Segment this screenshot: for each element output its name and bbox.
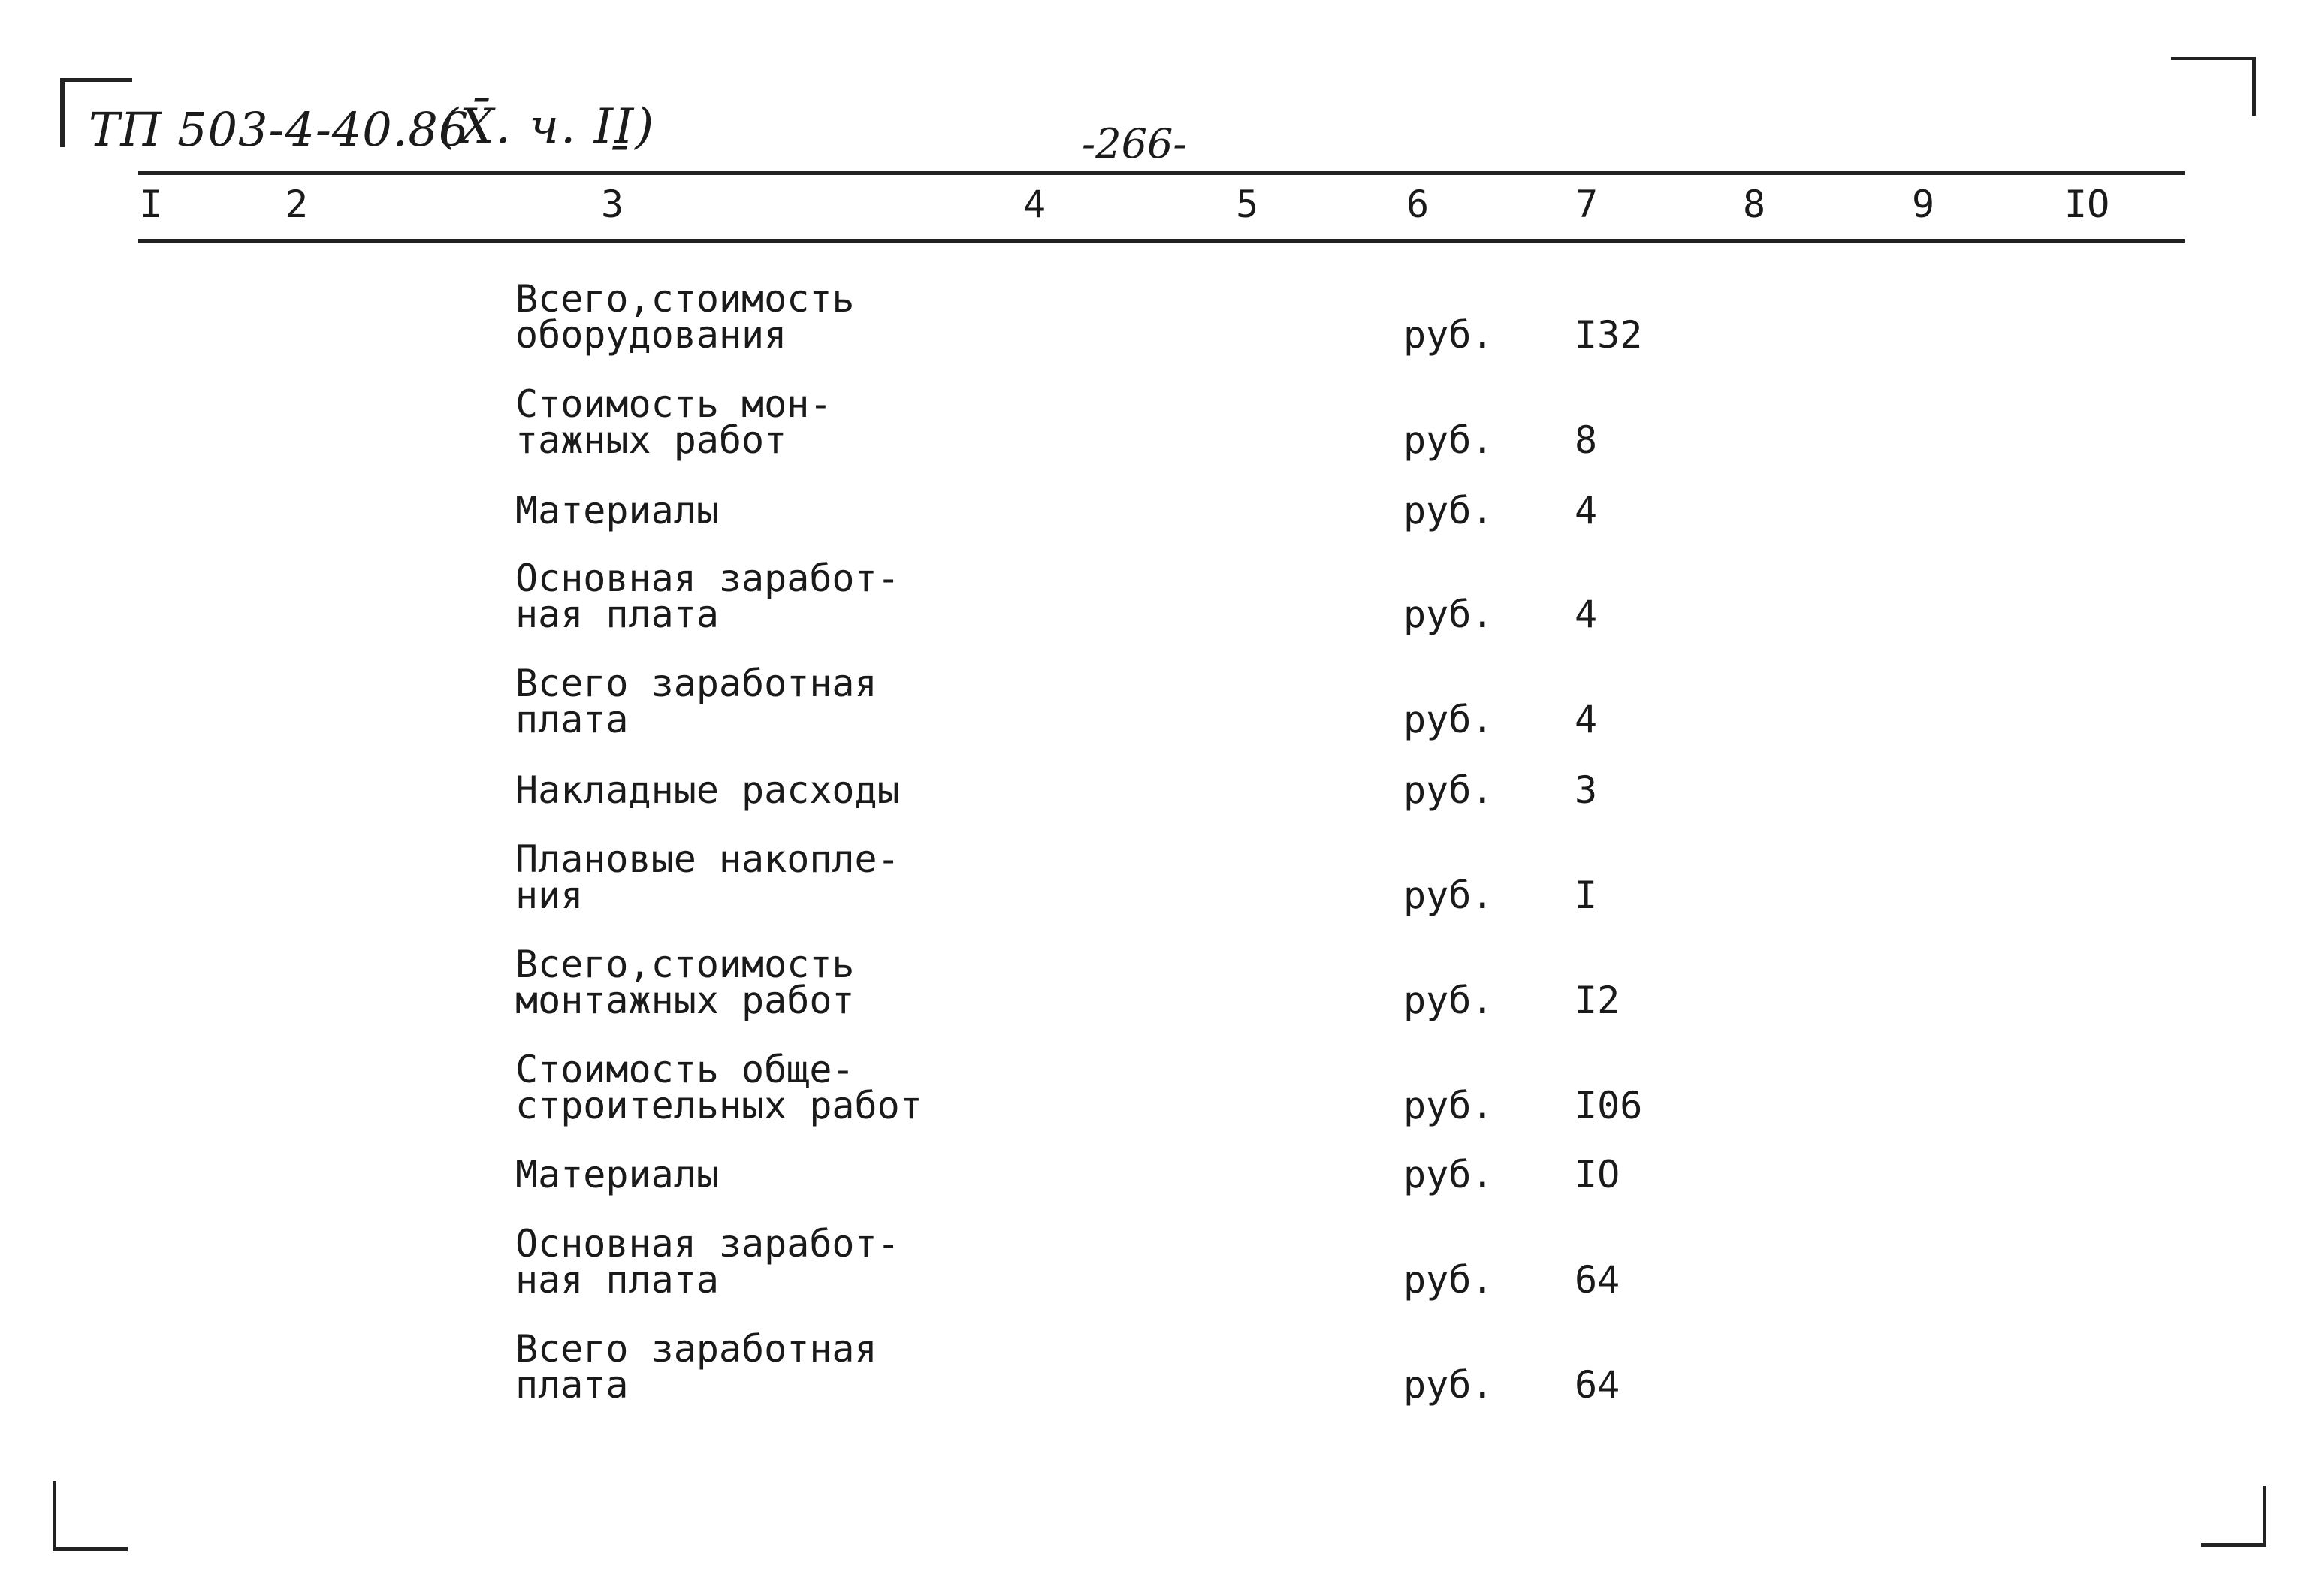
page-number: -266-: [1082, 120, 1187, 167]
item-name: Материалы: [515, 489, 719, 533]
item-quantity: IO: [1575, 1153, 1620, 1196]
column-number: 7: [1575, 183, 1599, 226]
item-unit: руб.: [1403, 489, 1494, 533]
item-unit: руб.: [1403, 1258, 1494, 1302]
item-unit: руб.: [1403, 1084, 1494, 1127]
item-name: Стоимость обще- строительных работ: [515, 1048, 922, 1127]
corner-mark-top-right-horizontal: [2171, 57, 2255, 60]
item-name: Материалы: [515, 1153, 719, 1196]
item-quantity: 4: [1575, 489, 1598, 533]
item-name: Всего,стоимость монтажных работ: [515, 943, 855, 1022]
document-code: ТП 503-4-40.86: [89, 102, 470, 157]
item-unit: руб.: [1403, 418, 1494, 462]
corner-mark-top-left-vertical: [60, 78, 65, 147]
column-number: 4: [1023, 183, 1046, 226]
table-top-rule: [138, 171, 2185, 175]
item-unit: руб.: [1403, 979, 1494, 1022]
item-name: Плановые накопле- ния: [515, 837, 900, 917]
item-unit: руб.: [1403, 1153, 1494, 1196]
item-unit: руб.: [1403, 313, 1494, 357]
column-number: 2: [285, 183, 309, 226]
item-quantity: I32: [1575, 313, 1643, 357]
item-quantity: I: [1575, 873, 1598, 917]
column-number: I: [140, 183, 163, 226]
item-name: Стоимость мон- тажных работ: [515, 382, 832, 462]
table-header-rule: [138, 239, 2185, 243]
item-unit: руб.: [1403, 1363, 1494, 1407]
corner-mark-bottom-right-vertical: [2263, 1486, 2266, 1547]
column-number: 9: [1912, 183, 1935, 226]
column-number: 3: [601, 183, 624, 226]
corner-mark-top-left-horizontal: [60, 78, 132, 82]
item-quantity: 4: [1575, 698, 1598, 741]
document-volume: (X̄. ч. II̱): [439, 99, 656, 155]
item-unit: руб.: [1403, 698, 1494, 741]
corner-mark-bottom-right-horizontal: [2201, 1543, 2266, 1547]
corner-mark-bottom-left-horizontal: [53, 1547, 128, 1551]
item-quantity: 8: [1575, 418, 1598, 462]
item-name: Основная заработ- ная плата: [515, 1222, 900, 1302]
item-quantity: 64: [1575, 1363, 1620, 1407]
item-quantity: 64: [1575, 1258, 1620, 1302]
item-name: Всего заработная плата: [515, 662, 877, 741]
item-name: Основная заработ- ная плата: [515, 557, 900, 636]
corner-mark-top-right-vertical: [2252, 57, 2256, 116]
column-number: 5: [1236, 183, 1259, 226]
item-quantity: I06: [1575, 1084, 1643, 1127]
item-unit: руб.: [1403, 873, 1494, 917]
item-name: Накладные расходы: [515, 768, 900, 812]
item-unit: руб.: [1403, 768, 1494, 812]
column-number: 8: [1743, 183, 1766, 226]
item-name: Всего заработная плата: [515, 1327, 877, 1407]
item-unit: руб.: [1403, 593, 1494, 636]
item-name: Всего,стоимость оборудования: [515, 277, 855, 357]
corner-mark-bottom-left-vertical: [53, 1481, 56, 1550]
column-number: IO: [2064, 183, 2110, 226]
column-number: 6: [1406, 183, 1430, 226]
item-quantity: 4: [1575, 593, 1598, 636]
item-quantity: I2: [1575, 979, 1620, 1022]
item-quantity: 3: [1575, 768, 1598, 812]
